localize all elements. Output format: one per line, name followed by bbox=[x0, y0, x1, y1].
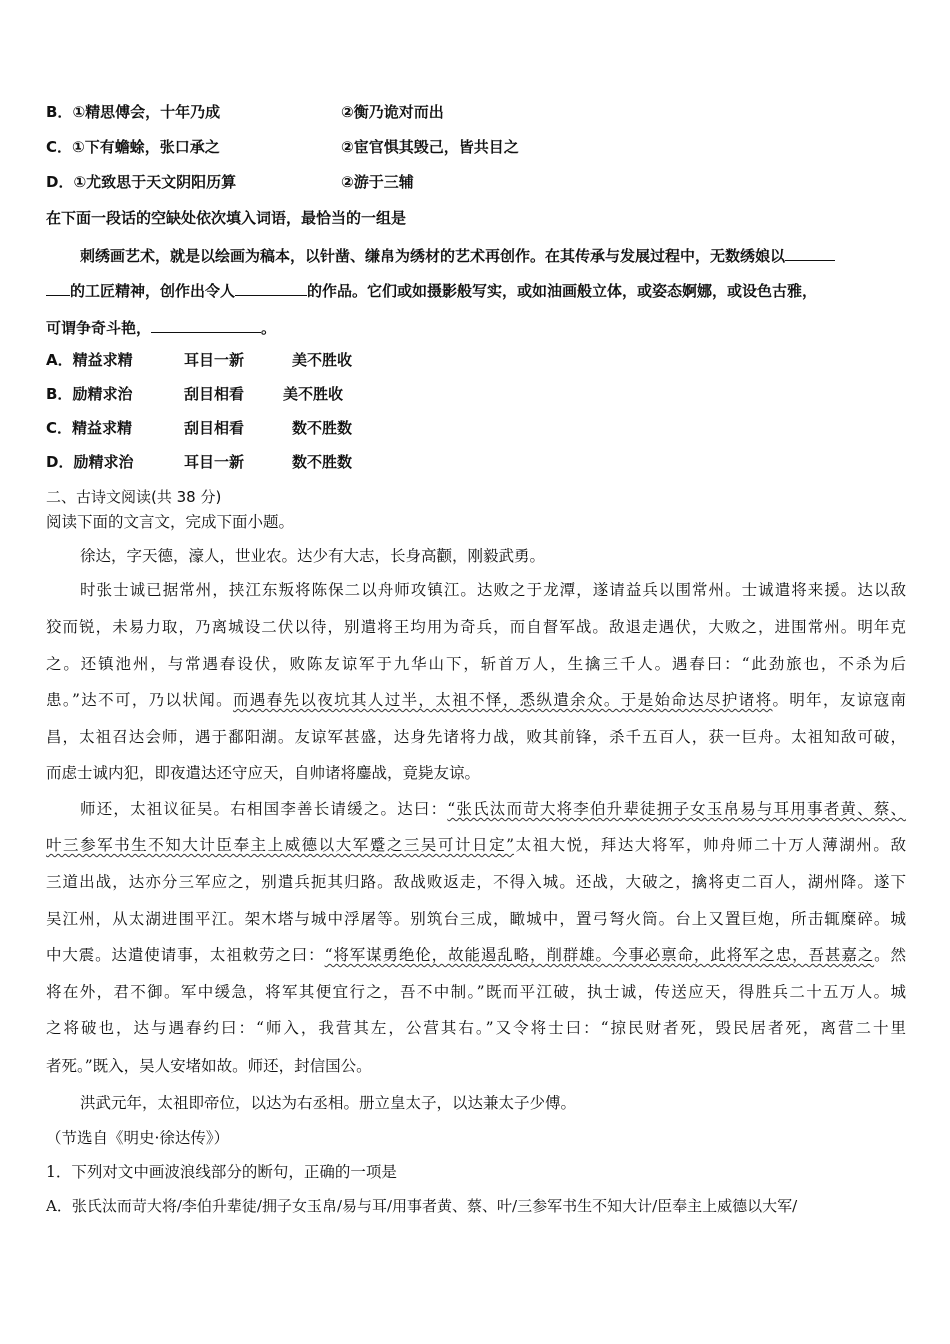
passage-text: 。明年，友谅寇南 bbox=[772, 691, 906, 709]
option-word-3: 美不胜收 bbox=[283, 385, 344, 403]
answer-blank-1[interactable] bbox=[785, 244, 835, 261]
passage-line: 时张士诚已据常州，挟江东叛将陈保二以舟师攻镇江。达败之于龙潭，遂请益兵以围常州。士诚遣将来援。达以敌 bbox=[80, 581, 906, 599]
fill-option-b bbox=[46, 384, 344, 404]
passage-line: 洪武元年，太祖即帝位，以达为右丞相。册立皇太子，以达兼太子少傅。 bbox=[80, 1094, 577, 1112]
option-label: C． bbox=[46, 138, 73, 156]
passage-text: 师还，太祖议征吴。右相国李善长请缓之。达曰： bbox=[80, 800, 448, 818]
prev-option-b bbox=[46, 102, 444, 122]
fill-paragraph-line-1 bbox=[80, 244, 835, 266]
passage-line: 之将破也，达与遇春约曰：“师入，我营其左，公营其右。”又令将士曰：“掠民财者死，毁民居者死，离营二十里 bbox=[46, 1019, 906, 1037]
fill-option-a bbox=[46, 350, 353, 370]
option-word-2: 耳目一新 bbox=[184, 351, 245, 369]
fill-paragraph-text: 。 bbox=[261, 319, 277, 337]
prev-option-d bbox=[46, 172, 414, 192]
option-label: D． bbox=[46, 453, 74, 471]
question-stem: 1．下列对文中画波浪线部分的断句，正确的一项是 bbox=[46, 1163, 397, 1181]
passage-text: 患。”达不可，乃以状闻。 bbox=[46, 691, 233, 709]
passage-line: 之。还镇池州，与常遇春设伏，败陈友谅军于九华山下，斩首万人，生擒三千人。遇春曰：“此劲旅也，不杀为后 bbox=[46, 655, 906, 673]
answer-blank-2[interactable] bbox=[235, 279, 307, 296]
fill-paragraph-text: 的作品。它们或如摄影般写实，或如油画般立体，或姿态婀娜，或设色古雅， bbox=[307, 282, 818, 300]
option-label: B． bbox=[46, 103, 73, 121]
option-word-1: 精益求精 bbox=[72, 351, 133, 369]
passage-line: 狡而锐，未易力取，乃离城设二伏以待，别遣将王均用为奇兵，而自督军战。敌退走遇伏，大败之，进围常州。明年克 bbox=[46, 618, 906, 636]
option-first: ①精思傅会，十年乃成 bbox=[72, 103, 221, 121]
option-word-1: 励精求治 bbox=[72, 385, 133, 403]
passage-line: 徐达，字天德，濠人，世业农。达少有大志，长身高颧，刚毅武勇。 bbox=[80, 547, 546, 565]
option-second: ②衡乃诡对而出 bbox=[341, 103, 444, 121]
option-label: D． bbox=[46, 173, 74, 191]
fill-paragraph-line-2 bbox=[46, 279, 817, 301]
passage-line: 吴江州，从太湖进围平江。架木塔与城中浮屠等。别筑台三成，瞰城中，置弓弩火筒。台上又置巨炮，所击辄糜碎。城 bbox=[46, 910, 906, 928]
fill-paragraph-text: 的工匠精神，创作出令人 bbox=[70, 282, 236, 300]
passage-text: 太祖大悦，拜达大将军，帅舟师二十万人薄湖州。敌 bbox=[514, 836, 906, 854]
fill-option-d bbox=[46, 452, 353, 472]
option-first: ①下有蟾蜍，张口承之 bbox=[72, 138, 220, 156]
option-label: A． bbox=[46, 351, 73, 369]
option-word-1: 励精求治 bbox=[73, 453, 134, 471]
passage-line bbox=[46, 690, 906, 710]
passage-line: 者死。”既入，吴人安堵如故。师还，封信国公。 bbox=[46, 1057, 372, 1075]
option-second: ②宦官惧其毁己，皆共目之 bbox=[341, 138, 519, 156]
passage-line bbox=[46, 945, 906, 965]
section-instruction: 阅读下面的文言文，完成下面小题。 bbox=[46, 513, 295, 531]
passage-source: （节选自《明史·徐达传》） bbox=[46, 1129, 230, 1147]
option-word-3: 数不胜数 bbox=[292, 419, 353, 437]
fill-option-c bbox=[46, 418, 353, 438]
passage-line: 三道出战，达亦分三军应之，别遣兵扼其归路。敌战败返走，不得入城。还战，大破之，擒将吏二百人，湖州降。遂下 bbox=[46, 873, 906, 891]
section-heading: 二、古诗文阅读(共 38 分) bbox=[46, 488, 222, 506]
wavy-underlined-text: “张氏汰而苛大将李伯升辈徒拥子女玉帛易与耳用事者黄、蔡、 bbox=[447, 800, 906, 818]
prev-option-c bbox=[46, 137, 519, 157]
answer-blank-3[interactable] bbox=[151, 316, 261, 333]
option-word-1: 精益求精 bbox=[72, 419, 133, 437]
option-word-2: 刮目相看 bbox=[184, 385, 245, 403]
question-option-a[interactable]: A．张氏汰而苛大将/李伯升辈徒/拥子女玉帛/易与耳/用事者黄、蔡、叶/三参军书生不知大计/臣奉主上威德以大军/ bbox=[46, 1197, 798, 1215]
fill-paragraph-text: 刺绣画艺术，就是以绘画为稿本，以针凿、缣帛为绣材的艺术再创作。在其传承与发展过程中，无数绣娘以 bbox=[80, 247, 786, 265]
passage-text: 中大震。达遣使请事，太祖敕劳之曰： bbox=[46, 946, 325, 964]
answer-blank-1-cont[interactable] bbox=[46, 279, 70, 296]
wavy-underlined-text: “将军谋勇绝伦，故能遏乱略，削群雄。今事必禀命，此将军之忠，吾甚嘉之 bbox=[324, 946, 875, 964]
option-second: ②游于三辅 bbox=[341, 173, 414, 191]
passage-line bbox=[46, 835, 906, 855]
passage-text: 。然 bbox=[874, 946, 906, 964]
option-word-2: 耳目一新 bbox=[184, 453, 245, 471]
option-label: B． bbox=[46, 385, 73, 403]
fill-paragraph-text: 可谓争奇斗艳， bbox=[46, 319, 152, 337]
passage-line: 而虑士诚内犯，即夜遣达还守应天，自帅诸将鏖战，竟毙友谅。 bbox=[46, 764, 481, 782]
option-first: ①尤致思于天文阴阳历算 bbox=[73, 173, 237, 191]
wavy-underlined-text: 而遇春先以夜坑其人过半，太祖不怿，悉纵遣余众。于是始命达尽护诸将 bbox=[232, 691, 773, 709]
option-word-3: 数不胜数 bbox=[292, 453, 353, 471]
passage-line: 昌，太祖召达会师，遇于鄱阳湖。友谅军甚盛，达身先诸将力战，败其前锋，杀千五百人，获一巨舟。太祖知敌可破， bbox=[46, 728, 906, 746]
wavy-underlined-text: 叶三参军书生不知大计臣奉主上威德以大军蹙之三吴可计日定” bbox=[46, 836, 515, 854]
passage-line: 将在外，君不御。军中缓急，将军其便宜行之，吾不中制。”既而平江破，执士诚，传送应天，得胜兵二十五万人。城 bbox=[46, 983, 906, 1001]
option-label: C． bbox=[46, 419, 73, 437]
passage-line bbox=[80, 799, 906, 819]
option-word-3: 美不胜收 bbox=[292, 351, 353, 369]
option-word-2: 刮目相看 bbox=[184, 419, 245, 437]
fill-question-prompt: 在下面一段话的空缺处依次填入词语，最恰当的一组是 bbox=[46, 209, 407, 227]
fill-paragraph-line-3 bbox=[46, 316, 276, 338]
